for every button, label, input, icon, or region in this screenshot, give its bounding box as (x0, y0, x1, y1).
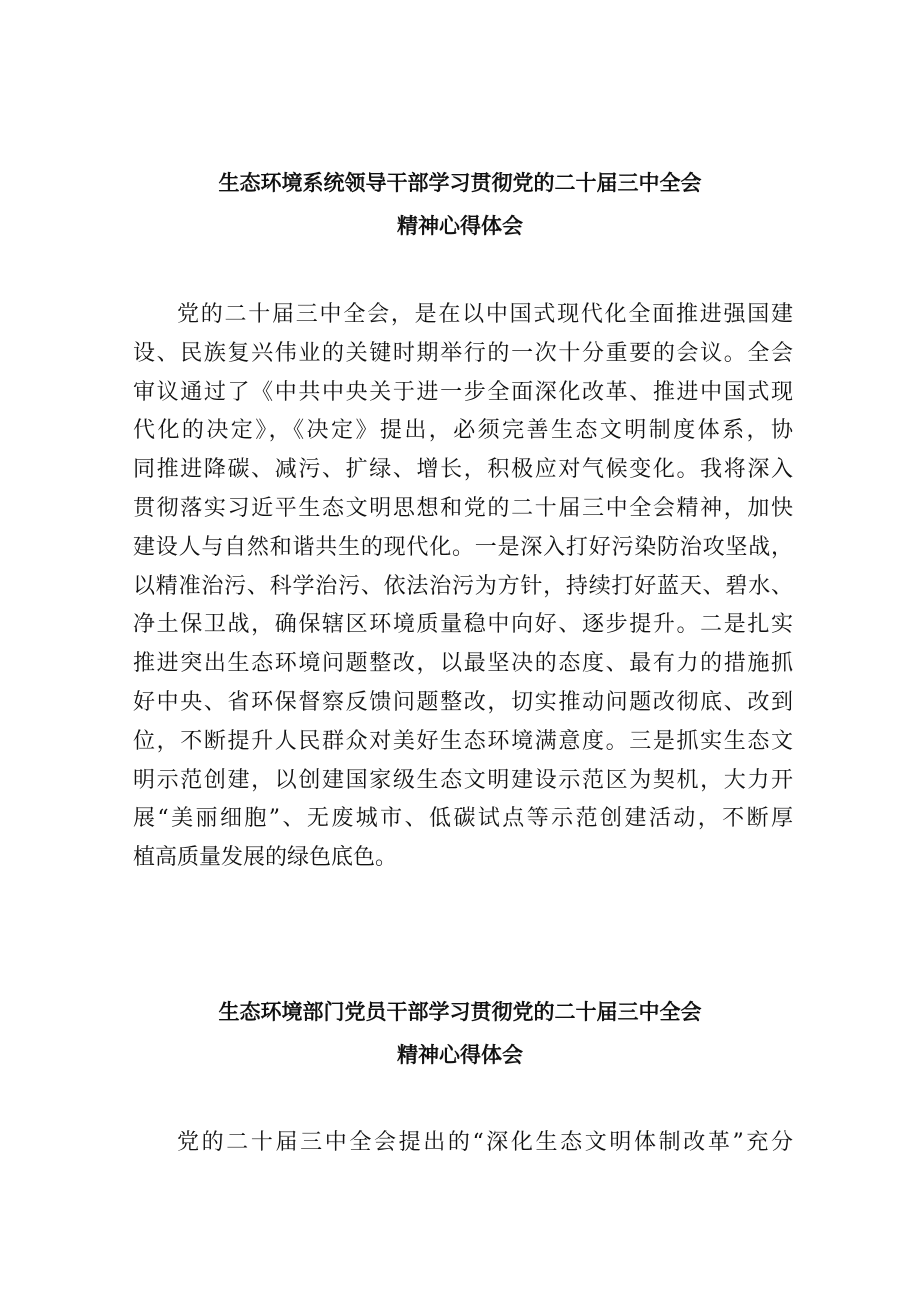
paragraph-line: 设、民族复兴伟业的关键时期举行的一次十分重要的会议。全会 (133, 340, 793, 366)
section-2-paragraph (133, 1124, 793, 1163)
paragraph-line: 以精准治污、科学治污、依法治污为方针，持续打好蓝天、碧水、 (133, 573, 793, 599)
paragraph-line: 明示范创建，以创建国家级生态文明建设示范区为契机，大力开 (133, 767, 793, 793)
section-2-title-line-1: 生态环境部门党员干部学习贯彻党的二十届三中全会 (218, 999, 702, 1024)
paragraph-line: 展“美丽细胞”、无废城市、低碳试点等示范创建活动，不断厚 (133, 806, 793, 832)
paragraph-line: 位，不断提升人民群众对美好生态环境满意度。三是抓实生态文 (133, 728, 793, 754)
section-1-title-line-2: 精神心得体会 (397, 213, 523, 238)
paragraph-line: 净土保卫战，确保辖区环境质量稳中向好、逐步提升。二是扎实 (133, 612, 793, 638)
paragraph-line: 推进突出生态环境问题整改，以最坚决的态度、最有力的措施抓 (133, 651, 793, 677)
paragraph-line: 好中央、省环保督察反馈问题整改，切实推动问题改彻底、改到 (133, 689, 793, 715)
paragraph-line: 同推进降碳、减污、扩绿、增长，积极应对气候变化。我将深入 (133, 457, 793, 483)
section-1-title-line-1: 生态环境系统领导干部学习贯彻党的二十届三中全会 (218, 170, 702, 195)
section-1-paragraph (133, 296, 793, 878)
paragraph-line: 党的二十届三中全会提出的“深化生态文明体制改革”充分 (177, 1130, 793, 1155)
paragraph-line: 贯彻落实习近平生态文明思想和党的二十届三中全会精神，加快 (133, 495, 793, 521)
paragraph-line: 党的二十届三中全会，是在以中国式现代化全面推进强国建 (177, 302, 793, 327)
paragraph-line: 建设人与自然和谐共生的现代化。一是深入打好污染防治攻坚战， (133, 534, 793, 560)
section-1-title (120, 161, 800, 247)
section-2-title (120, 990, 800, 1076)
paragraph-line: 植高质量发展的绿色底色。 (133, 845, 398, 871)
paragraph-line: 代化的决定》，《决定》提出，必须完善生态文明制度体系，协 (133, 418, 793, 444)
paragraph-line: 审议通过了《中共中央关于进一步全面深化改革、推进中国式现 (133, 379, 793, 405)
section-2-title-line-2: 精神心得体会 (397, 1042, 523, 1067)
